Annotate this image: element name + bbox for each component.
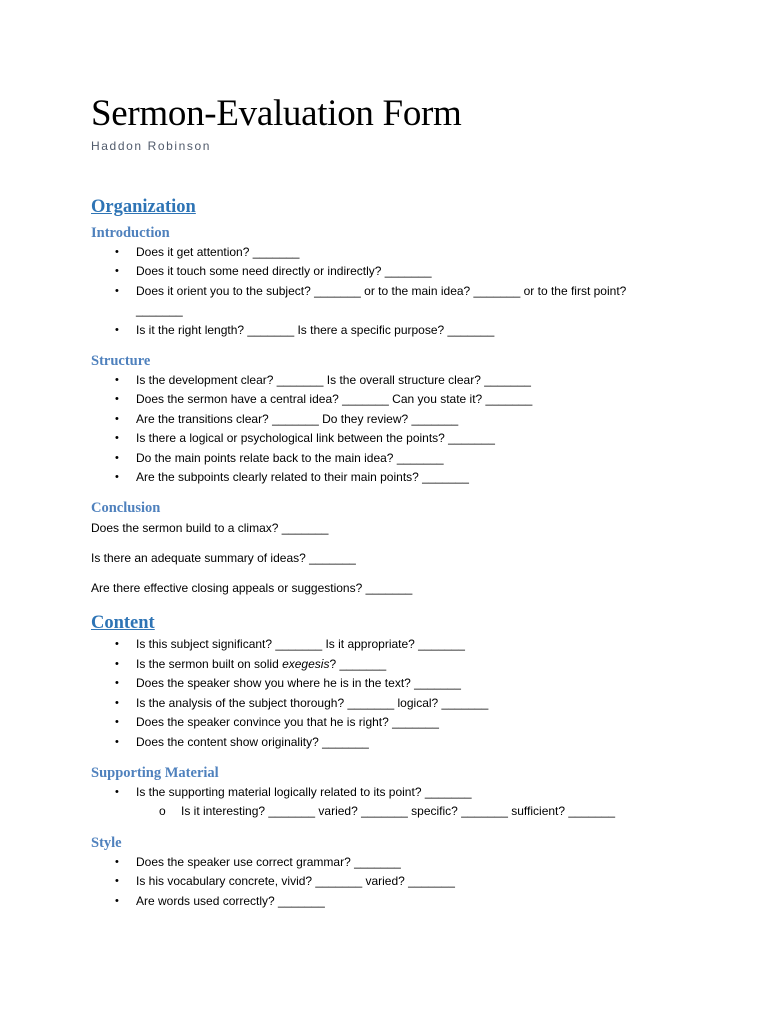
list-item: • Does the content show originality? _______: [91, 733, 691, 752]
bullet-icon: •: [115, 894, 119, 907]
content-list: [91, 635, 691, 751]
list-item: • Does the sermon have a central idea? _______ Can you state it? _______: [91, 390, 691, 409]
list-item: • Is the analysis of the subject thorough? _______ logical? _______: [91, 694, 691, 713]
list-item: • Does the speaker use correct grammar? _______: [91, 853, 691, 872]
bullet-icon: •: [115, 265, 119, 278]
document-page: [91, 92, 691, 911]
structure-list: [91, 371, 691, 487]
list-item: • Do the main points relate back to the main idea? _______: [91, 449, 691, 468]
bullet-icon: •: [115, 716, 119, 729]
list-item: • Does it touch some need directly or indirectly? _______: [91, 262, 691, 281]
list-item: • Is the development clear? _______ Is the overall structure clear? _______: [91, 371, 691, 390]
list-item: • Does it orient you to the subject? _______ or to the main idea? _______ or to the first point? _______: [115, 283, 627, 318]
bullet-icon: •: [115, 412, 119, 425]
subheading-introduction: Introduction: [91, 225, 170, 241]
subheading-supporting-material: Supporting Material: [91, 764, 219, 781]
introduction-list: [91, 243, 691, 340]
subheading-structure: Structure: [91, 353, 151, 370]
circle-bullet-icon: o: [159, 804, 166, 819]
bullet-icon: •: [115, 677, 119, 690]
bullet-icon: •: [115, 451, 119, 464]
list-item: • Are words used correctly? _______: [91, 892, 691, 911]
bullet-icon: •: [115, 785, 119, 798]
list-item: • Is the supporting material logically related to its point? _______: [91, 783, 691, 802]
list-item: • Is this subject significant? _______ Is it appropriate? _______: [91, 635, 691, 654]
bullet-icon: •: [115, 875, 119, 888]
conclusion-question: Are there effective closing appeals or suggestions? _______: [91, 581, 413, 596]
section-heading-organization: Organization: [91, 197, 196, 217]
exegesis-term: exegesis: [282, 656, 330, 671]
style-list: [91, 853, 691, 911]
subheading-conclusion: Conclusion: [91, 500, 161, 517]
document-author: Haddon Robinson: [91, 139, 212, 153]
bullet-icon: •: [115, 246, 119, 258]
list-item: • Is his vocabulary concrete, vivid? _______ varied? _______: [91, 872, 691, 891]
bullet-icon: •: [115, 696, 119, 709]
section-heading-content: Content: [91, 613, 155, 634]
list-item: • Are the subpoints clearly related to their main points? _______: [91, 468, 691, 487]
list-item: • Are the transitions clear? _______ Do they review? _______: [91, 410, 691, 429]
bullet-icon: •: [115, 432, 119, 445]
list-item: • Does the speaker convince you that he is right? _______: [91, 713, 691, 732]
list-item: • Is there a logical or psychological link between the points? _______: [91, 429, 691, 448]
bullet-icon: •: [115, 393, 119, 406]
list-item: • Is it the right length? _______ Is there a specific purpose? _______: [91, 321, 691, 340]
list-item: • Does it get attention? _______: [91, 243, 691, 262]
bullet-icon: •: [115, 735, 119, 748]
bullet-icon: •: [115, 284, 119, 297]
list-item: • Does the speaker show you where he is in the text? _______: [91, 674, 691, 693]
bullet-icon: •: [115, 855, 119, 868]
list-item: • Is the sermon built on solid exegesis? _______: [91, 655, 691, 674]
document-title: Sermon-Evaluation Form: [91, 93, 462, 134]
sub-list-item: o Is it interesting? _______ varied? _______ specific? _______ sufficient? _______: [91, 802, 691, 821]
bullet-icon: •: [115, 323, 119, 336]
conclusion-question: Does the sermon build to a climax? _______: [91, 521, 329, 536]
bullet-icon: •: [115, 657, 119, 670]
bullet-icon: •: [115, 374, 119, 387]
conclusion-question: Is there an adequate summary of ideas? _______: [91, 551, 356, 566]
bullet-icon: •: [115, 471, 119, 484]
bullet-icon: •: [115, 638, 119, 651]
supporting-list: [91, 783, 691, 822]
subheading-style: Style: [91, 834, 122, 851]
